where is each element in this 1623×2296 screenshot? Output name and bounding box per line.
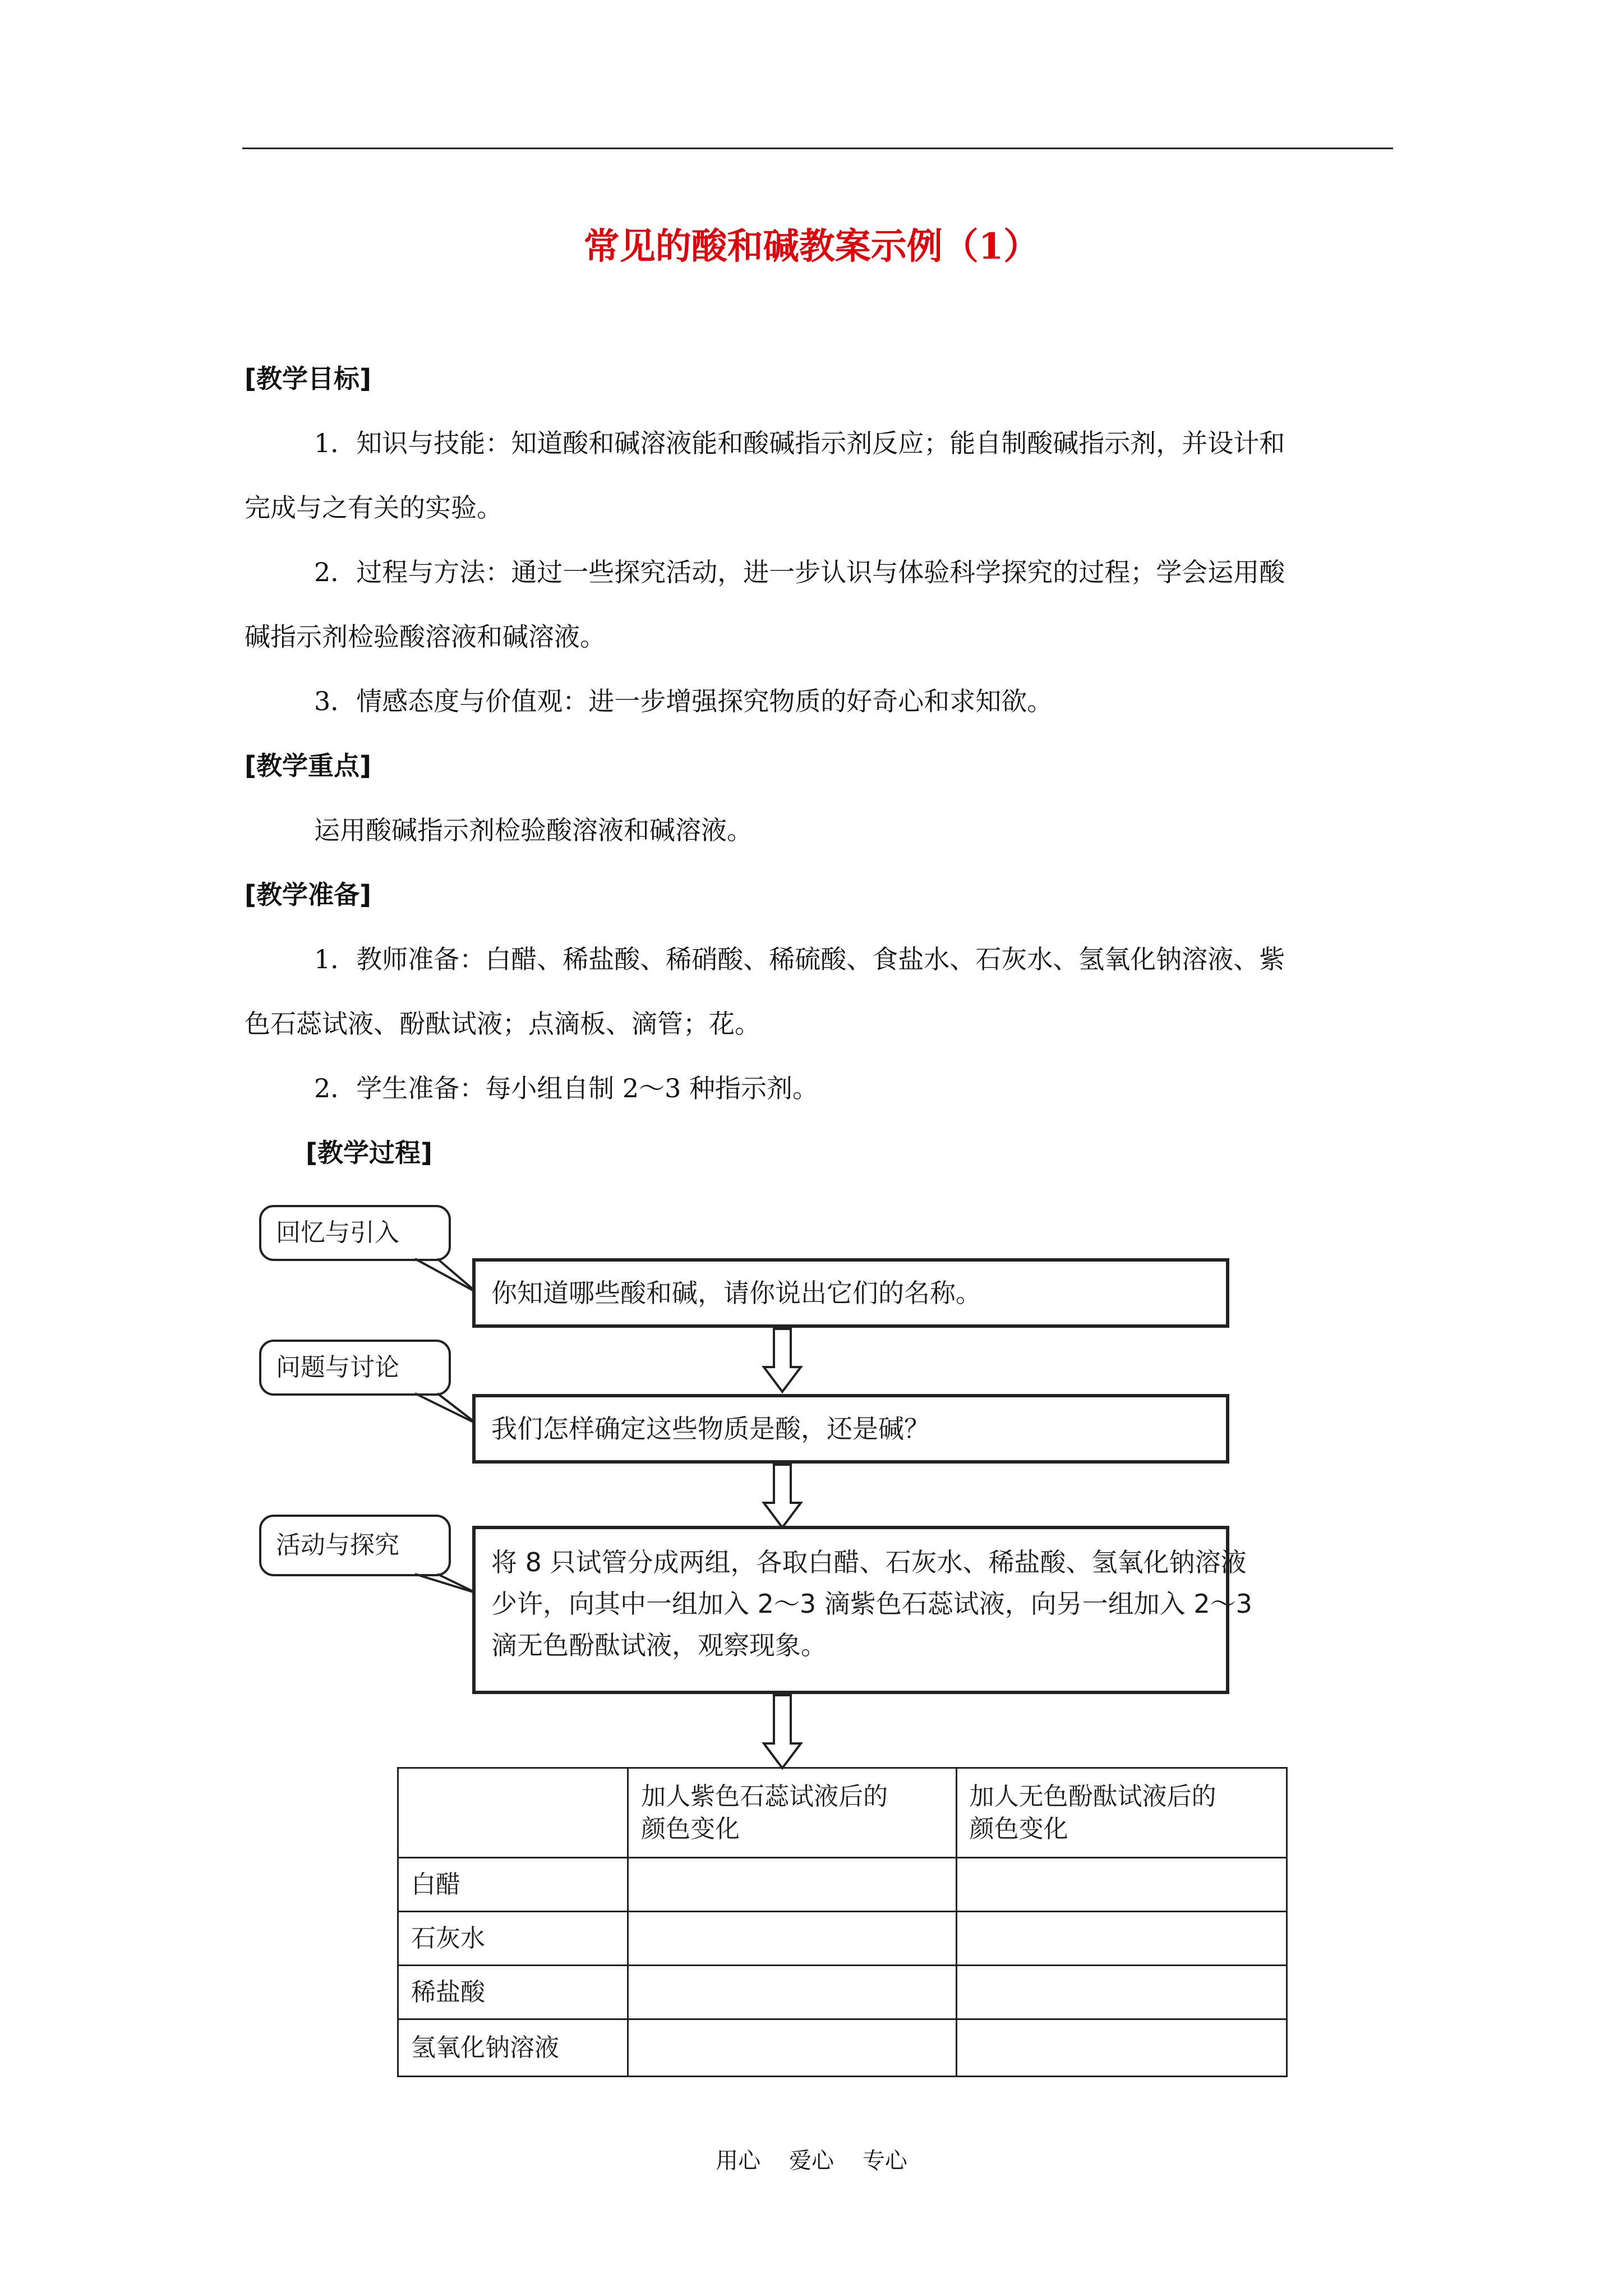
table-row [398, 2019, 1287, 2077]
focus-heading: [教学重点] [245, 751, 372, 781]
table-row-label: 氢氧化钠溶液 [398, 2019, 628, 2077]
preparation-heading: [教学准备] [245, 880, 372, 910]
table-row-label: 稀盐酸 [398, 1966, 628, 2019]
page-footer [0, 2143, 1623, 2175]
callout-question-discussion-label: 问题与讨论 [276, 1353, 399, 1382]
down-arrow-3 [762, 1694, 803, 1770]
callout-activity-inquiry [259, 1515, 451, 1576]
table-header-row [398, 1768, 1287, 1858]
down-arrow-2 [762, 1464, 803, 1530]
table-header-phenolphthalein [956, 1768, 1287, 1858]
table-cell [628, 1966, 956, 2019]
document-title: 常见的酸和碱教案示例（1） [583, 226, 1040, 268]
process-heading: [教学过程] [306, 1138, 433, 1168]
table-row [398, 1966, 1287, 2019]
flow-box-recall-text: 你知道哪些酸和碱，请你说出它们的名称。 [491, 1278, 981, 1308]
table-header-phenolphthalein-line-2: 颜色变化 [969, 1814, 1068, 1843]
table-header-litmus [628, 1768, 956, 1858]
flow-box-activity-line-3: 滴无色酚酞试液，观察现象。 [491, 1630, 827, 1660]
callout-question-discussion [259, 1340, 451, 1396]
objectives-heading: [教学目标] [245, 364, 372, 394]
table-cell [956, 1966, 1287, 2019]
flow-box-activity-line-1: 将 8 只试管分成两组，各取白醋、石灰水、稀盐酸、氢氧化钠溶液 [491, 1547, 1247, 1577]
objective-2-line-2: 碱指示剂检验酸溶液和碱溶液。 [245, 622, 606, 652]
table-row [398, 1858, 1287, 1912]
callout-activity-inquiry-label: 活动与探究 [276, 1531, 399, 1559]
objective-3: 3．情感态度与价值观：进一步增强探究物质的好奇心和求知欲。 [314, 686, 1053, 716]
table-cell [956, 2019, 1287, 2077]
table-header-litmus-line-2: 颜色变化 [641, 1814, 740, 1843]
callout-recall-intro-label: 回忆与引入 [276, 1218, 399, 1247]
objective-1-line-2: 完成与之有关的实验。 [245, 493, 502, 523]
flow-box-activity-line-2: 少许，向其中一组加入 2～3 滴紫色石蕊试液，向另一组加入 2～3 [491, 1589, 1252, 1619]
flow-box-recall [472, 1258, 1229, 1328]
table-cell [628, 2019, 956, 2077]
preparation-2: 2．学生准备：每小组自制 2～3 种指示剂。 [314, 1073, 819, 1103]
table-cell [628, 1858, 956, 1912]
table-row-label: 白醋 [398, 1858, 628, 1912]
header-rule [242, 148, 1393, 149]
page-footer-text: 用心 爱心 专心 [716, 2148, 907, 2174]
focus-text: 运用酸碱指示剂检验酸溶液和碱溶液。 [314, 815, 753, 845]
objective-1-line-1: 1．知识与技能：知道酸和碱溶液能和酸碱指示剂反应；能自制酸碱指示剂，并设计和 [314, 428, 1285, 458]
down-arrow-1 [762, 1328, 803, 1394]
table-cell [956, 1912, 1287, 1966]
table-row-label: 石灰水 [398, 1912, 628, 1966]
table-header-litmus-line-1: 加人紫色石蕊试液后的 [641, 1782, 888, 1811]
preparation-1-line-2: 色石蕊试液、酚酞试液；点滴板、滴管；花。 [245, 1009, 760, 1039]
flow-box-question-text: 我们怎样确定这些物质是酸，还是碱？ [491, 1414, 930, 1444]
table-row [398, 1912, 1287, 1966]
preparation-1-line-1: 1．教师准备：白醋、稀盐酸、稀硝酸、稀硫酸、食盐水、石灰水、氢氧化钠溶液、紫 [314, 944, 1285, 974]
observation-table [397, 1767, 1288, 2077]
objective-2-line-1: 2．过程与方法：通过一些探究活动，进一步认识与体验科学探究的过程；学会运用酸 [314, 557, 1285, 587]
flow-box-question [472, 1394, 1229, 1464]
flow-box-activity [472, 1526, 1252, 1694]
table-header-phenolphthalein-line-1: 加人无色酚酞试液后的 [969, 1782, 1216, 1811]
table-header-empty [398, 1768, 628, 1858]
callout-recall-intro [259, 1205, 451, 1261]
table-cell [956, 1858, 1287, 1912]
table-cell [628, 1912, 956, 1966]
